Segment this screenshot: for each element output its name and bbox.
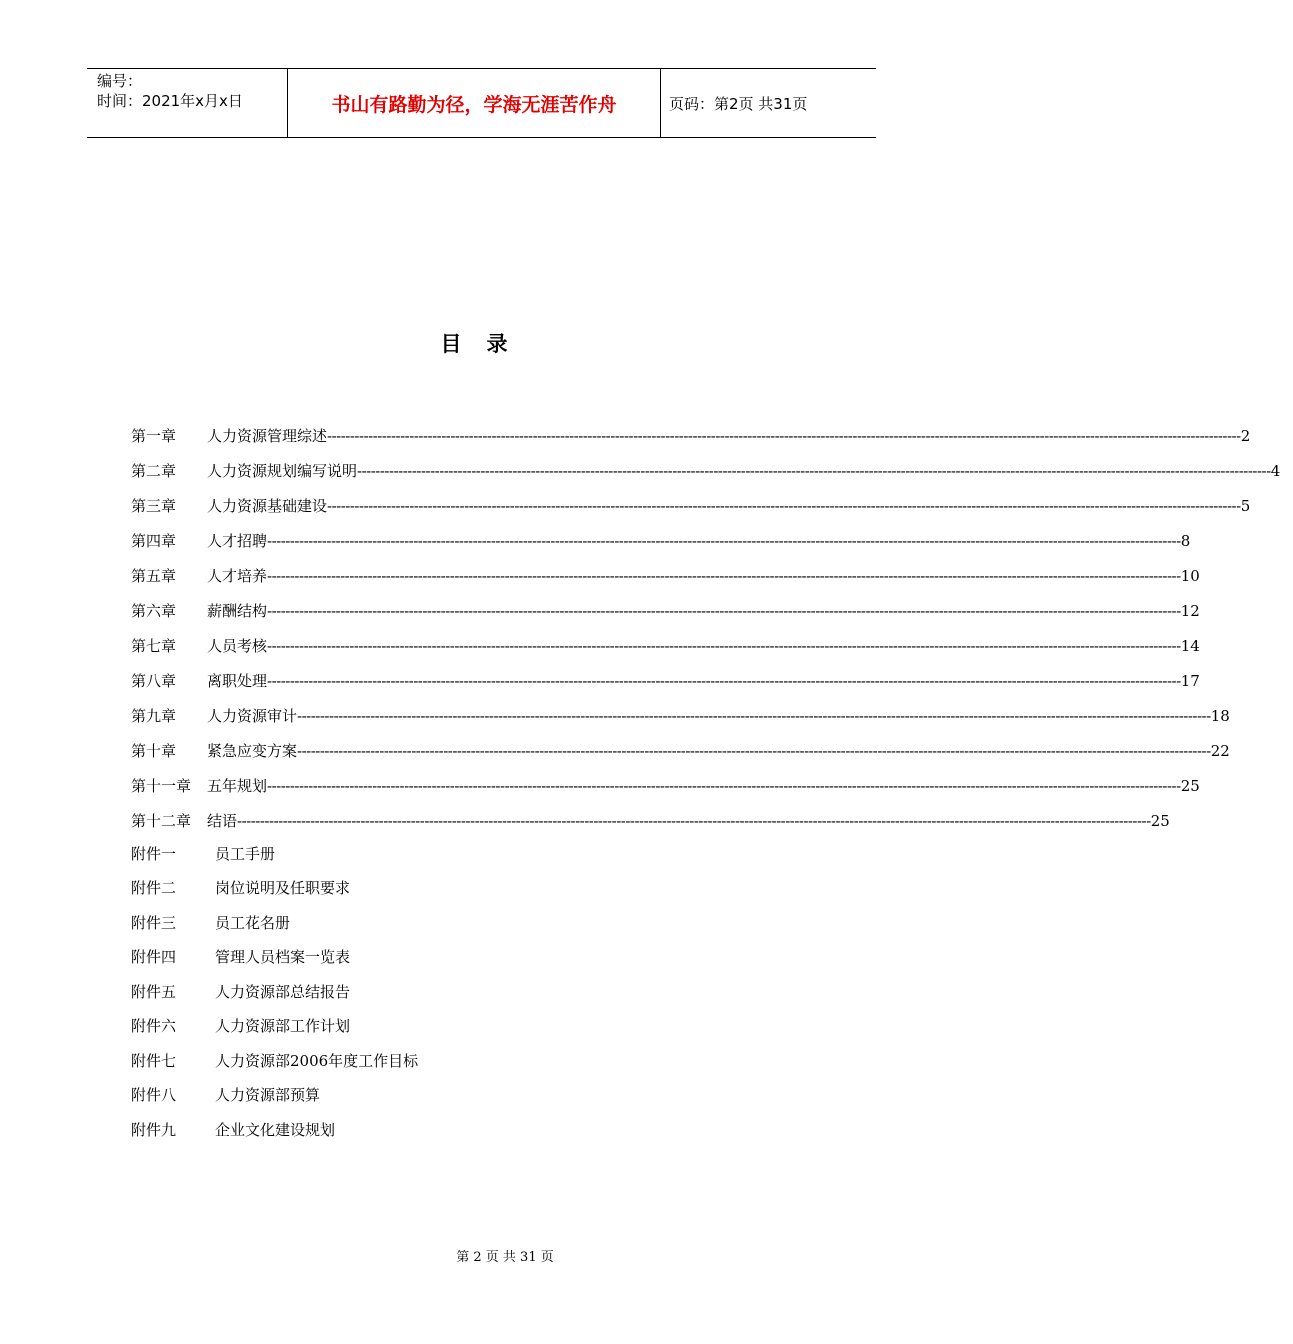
toc-entry[interactable]	[131, 663, 1200, 698]
toc-chapter: 第五章	[131, 567, 177, 585]
attachment-label: 附件五	[131, 982, 177, 1001]
toc-entry[interactable]	[131, 698, 1230, 733]
toc-chapter: 第四章	[131, 532, 177, 550]
toc-leader: --------------------------------------------------------------------------------------------------------------------------------------------------------------------------------------------------------	[237, 811, 1151, 830]
attachment-title: 岗位说明及任职要求	[215, 879, 351, 898]
toc-entry[interactable]	[131, 768, 1200, 803]
toc-leader: --------------------------------------------------------------------------------------------------------------------------------------------------------------------------------------------------------	[267, 601, 1181, 620]
toc-page-number: 12	[1180, 601, 1200, 620]
attachment-title: 人力资源部工作计划	[215, 1017, 351, 1036]
toc-page-number: 25	[1180, 776, 1200, 795]
header-page-info: 页码：第2页 共31页	[669, 94, 808, 113]
toc-entry-title: 薪酬结构	[207, 602, 268, 620]
header-divider	[660, 69, 661, 137]
header-meta	[97, 71, 243, 111]
toc-chapter: 第十二章	[131, 812, 192, 830]
toc-page-number: 10	[1180, 566, 1200, 585]
toc-chapter: 第十一章	[131, 777, 192, 795]
toc-entry[interactable]	[131, 593, 1200, 628]
attachment-entry[interactable]	[131, 1078, 418, 1113]
toc-entry[interactable]	[131, 453, 1281, 488]
toc-page-number: 14	[1180, 636, 1200, 655]
toc-entry-title: 人才招聘	[207, 532, 268, 550]
attachment-title: 人力资源部预算	[215, 1086, 321, 1105]
attachment-label: 附件九	[131, 1120, 177, 1139]
toc-leader: --------------------------------------------------------------------------------------------------------------------------------------------------------------------------------------------------------	[267, 671, 1181, 690]
toc-chapter: 第八章	[131, 672, 177, 690]
attachment-entry[interactable]	[131, 905, 418, 940]
toc-page-number: 22	[1210, 741, 1230, 760]
toc-leader: --------------------------------------------------------------------------------------------------------------------------------------------------------------------------------------------------------	[357, 461, 1271, 480]
header-time-label: 时间：2021年x月x日	[97, 92, 243, 110]
toc-page-number: 5	[1240, 496, 1251, 515]
document-header	[87, 68, 876, 138]
toc-entry-title: 人才培养	[207, 567, 268, 585]
toc-chapter: 第三章	[131, 497, 177, 515]
toc-page-number: 18	[1210, 706, 1230, 725]
attachment-title: 管理人员档案一览表	[215, 948, 351, 967]
header-number-label: 编号：	[97, 72, 143, 90]
toc-entry[interactable]	[131, 733, 1230, 768]
toc-page-number: 25	[1150, 811, 1170, 830]
toc-entry-title: 人力资源审计	[207, 707, 298, 725]
toc-entry-title: 人力资源规划编写说明	[207, 462, 358, 480]
attachment-entry[interactable]	[131, 940, 418, 975]
toc-leader: --------------------------------------------------------------------------------------------------------------------------------------------------------------------------------------------------------	[267, 566, 1181, 585]
toc-entry-title: 人力资源基础建设	[207, 497, 328, 515]
attachment-title: 人力资源部2006年度工作目标	[215, 1051, 419, 1070]
toc-entry[interactable]	[131, 488, 1251, 523]
toc-leader: --------------------------------------------------------------------------------------------------------------------------------------------------------------------------------------------------------	[267, 636, 1181, 655]
toc-entry[interactable]	[131, 628, 1200, 663]
attachment-label: 附件四	[131, 948, 177, 967]
toc-leader: --------------------------------------------------------------------------------------------------------------------------------------------------------------------------------------------------------	[297, 706, 1211, 725]
toc-entry-title: 结语	[207, 812, 238, 830]
attachment-entry[interactable]	[131, 974, 418, 1009]
toc-title: 目 录	[440, 331, 510, 356]
toc-list	[131, 418, 1281, 838]
attachment-title: 员工手册	[215, 844, 276, 863]
attachment-title: 员工花名册	[215, 913, 291, 932]
attachment-label: 附件三	[131, 913, 177, 932]
attachment-entry[interactable]	[131, 836, 418, 871]
toc-chapter: 第一章	[131, 427, 177, 445]
header-motto: 书山有路勤为径，学海无涯苦作舟	[331, 93, 617, 116]
attachment-entry[interactable]	[131, 1112, 418, 1147]
toc-chapter: 第七章	[131, 637, 177, 655]
attachment-entry[interactable]	[131, 1009, 418, 1044]
toc-leader: --------------------------------------------------------------------------------------------------------------------------------------------------------------------------------------------------------	[327, 426, 1241, 445]
attachment-entry[interactable]	[131, 871, 418, 906]
attachment-label: 附件六	[131, 1017, 177, 1036]
attachment-label: 附件二	[131, 879, 177, 898]
toc-page-number: 8	[1180, 531, 1191, 550]
toc-leader: --------------------------------------------------------------------------------------------------------------------------------------------------------------------------------------------------------	[267, 776, 1181, 795]
attachment-entry[interactable]	[131, 1043, 418, 1078]
toc-chapter: 第九章	[131, 707, 177, 725]
toc-page-number: 17	[1180, 671, 1200, 690]
attachment-title: 企业文化建设规划	[215, 1120, 336, 1139]
attachment-label: 附件一	[131, 844, 177, 863]
toc-entry[interactable]	[131, 418, 1251, 453]
toc-entry-title: 人力资源管理综述	[207, 427, 328, 445]
toc-leader: --------------------------------------------------------------------------------------------------------------------------------------------------------------------------------------------------------	[297, 741, 1211, 760]
toc-leader: --------------------------------------------------------------------------------------------------------------------------------------------------------------------------------------------------------	[267, 531, 1181, 550]
attachment-label: 附件七	[131, 1051, 177, 1070]
toc-page-number: 4	[1270, 461, 1281, 480]
toc-entry[interactable]	[131, 803, 1170, 838]
toc-chapter: 第六章	[131, 602, 177, 620]
attachment-list	[131, 836, 418, 1147]
toc-entry-title: 紧急应变方案	[207, 742, 298, 760]
toc-page-number: 2	[1240, 426, 1251, 445]
attachment-title: 人力资源部总结报告	[215, 982, 351, 1001]
attachment-label: 附件八	[131, 1086, 177, 1105]
page-footer: 第 2 页 共 31 页	[456, 1250, 554, 1265]
toc-entry-title: 五年规划	[207, 777, 268, 795]
toc-entry-title: 离职处理	[207, 672, 268, 690]
toc-chapter: 第十章	[131, 742, 177, 760]
toc-entry[interactable]	[131, 523, 1191, 558]
toc-entry-title: 人员考核	[207, 637, 268, 655]
toc-leader: --------------------------------------------------------------------------------------------------------------------------------------------------------------------------------------------------------	[327, 496, 1241, 515]
toc-chapter: 第二章	[131, 462, 177, 480]
toc-entry[interactable]	[131, 558, 1200, 593]
